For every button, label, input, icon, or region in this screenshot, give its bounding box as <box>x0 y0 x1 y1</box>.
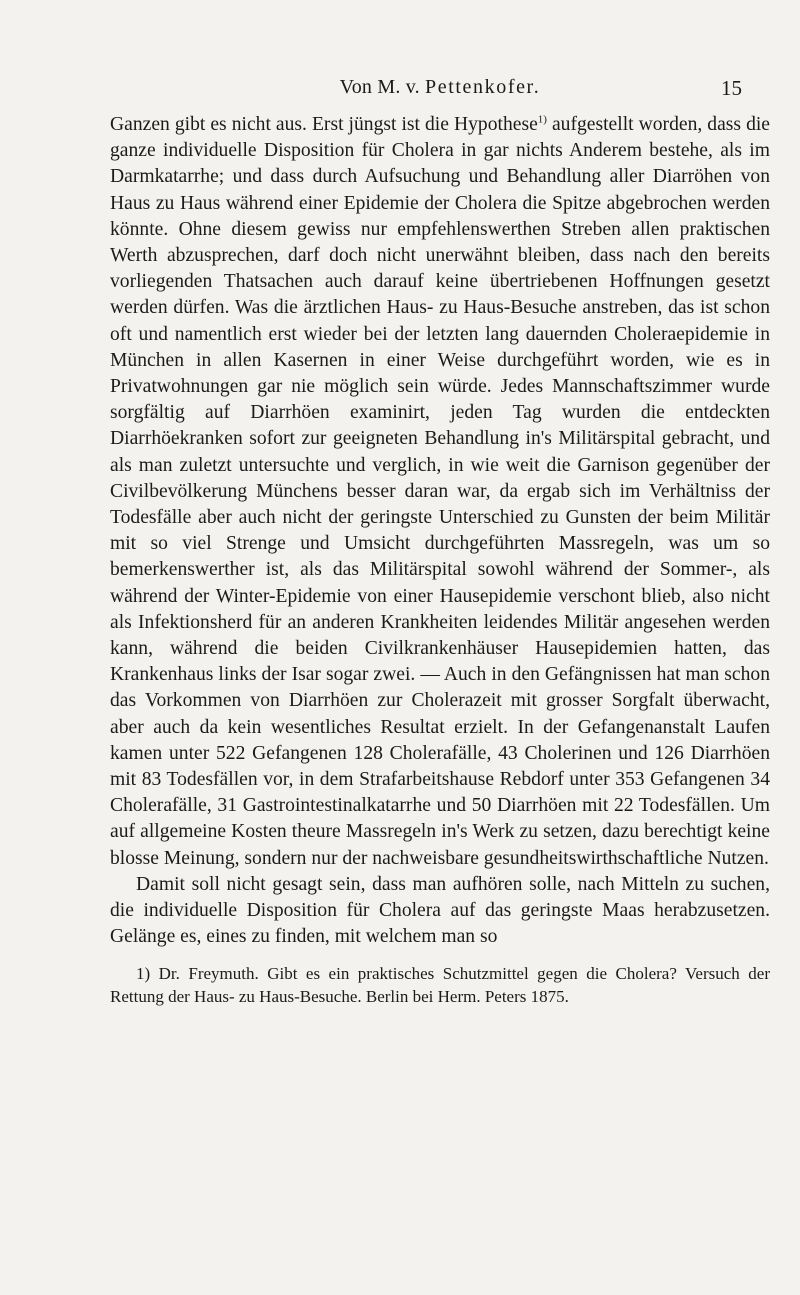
page-number: 15 <box>721 76 742 100</box>
paragraph-1-start: Ganzen gibt es nicht aus. Erst jüngst ist die Hypothese <box>110 114 538 135</box>
body-text <box>110 112 770 951</box>
paragraph-2: Damit soll nicht gesagt sein, dass man aufhören solle, nach Mitteln zu suchen, die individuelle Disposition für Cholera auf das geringste Maas herabzusetzen. Gelänge es, eines zu finden, mit welchem man so <box>110 873 770 948</box>
footnote <box>110 963 770 1008</box>
running-head-author: Pettenkofer. <box>425 76 541 98</box>
page-header <box>110 76 770 106</box>
paragraph-1 <box>110 112 770 872</box>
running-head <box>110 76 770 99</box>
running-head-prefix: Von M. v. <box>339 76 426 98</box>
footnote-reference: 1) <box>537 113 547 126</box>
paragraph-1-rest: aufgestellt worden, dass die ganze individuelle Disposition für Cholera in gar nichts Anderem bestehe, als im Darmkatarrhe; und dass durch Aufsuchung und Behandlung aller Diarröhen von Haus zu Haus während einer Epidemie der Cholera die Spitze abgebrochen werden könnte. Ohne diesem gewiss nur empfehlenswerthen Streben allen praktischen Werth abzusprechen, darf doch nicht unerwähnt bleiben, dass nach den bereits vorliegenden Thatsachen auch darauf keine übertriebenen Hoffnungen gesetzt werden dürfen. Was die ärztlichen Haus- zu Haus-Besuche anstreben, das ist schon oft und namentlich erst wieder bei der letzten lang dauernden Choleraepidemie in München in allen Kasernen in einer Weise durchgeführt worden, wie es in Privatwohnungen gar nie möglich sein würde. Jedes Mannschaftszimmer wurde sorgfältig auf Diarrhöen examinirt, jeden Tag wurden die entdeckten Diarrhöekranken sofort zur geeigneten Behandlung in's Militärspital gebracht, und als man zuletzt untersuchte und verglich, in wie weit die Garnison gegenüber der Civilbevölkerung Münchens besser daran war, da ergab sich im Verhältniss der Todesfälle aber auch nicht der geringste Unterschied zu Gunsten der beim Militär mit so viel Strenge und Umsicht durchgeführten Massregeln, was um so bemerkenswerther ist, als das Militärspital sowohl während der Sommer-, als während der Winter-Epidemie von einer Hausepidemie verschont blieb, also nicht als Infektionsherd für an anderen Krankheiten leidendes Militär angesehen werden kann, während die beiden Civilkrankenhäuser Hausepidemien hatten, das Krankenhaus links der Isar sogar zwei. — Auch in den Gefängnissen hat man schon das Vorkommen von Diarrhöen zur Cholerazeit mit grosser Sorgfalt überwacht, aber auch da kein wesentliches Resultat erzielt. In der Gefangenanstalt Laufen kamen unter 522 Gefangenen 128 Cholerafälle, 43 Cholerinen und 126 Diarrhöen mit 83 Todesfällen vor, in dem Strafarbeitshause Rebdorf unter 353 Gefangenen 34 Cholerafälle, 31 Gastrointestinalkatarrhe und 50 Diarrhöen mit 22 Todesfällen. Um auf allgemeine Kosten theure Massregeln in's Werk zu setzen, dazu berechtigt keine blosse Meinung, sondern nur der nachweisbare gesundheitswirthschaftliche Nutzen. <box>110 114 771 869</box>
footnote-text: 1) Dr. Freymuth. Gibt es ein praktisches Schutzmittel gegen die Cholera? Versuch der Rettung der Haus- zu Haus-Besuche. Berlin bei Herm. Peters 1875. <box>110 964 770 1006</box>
